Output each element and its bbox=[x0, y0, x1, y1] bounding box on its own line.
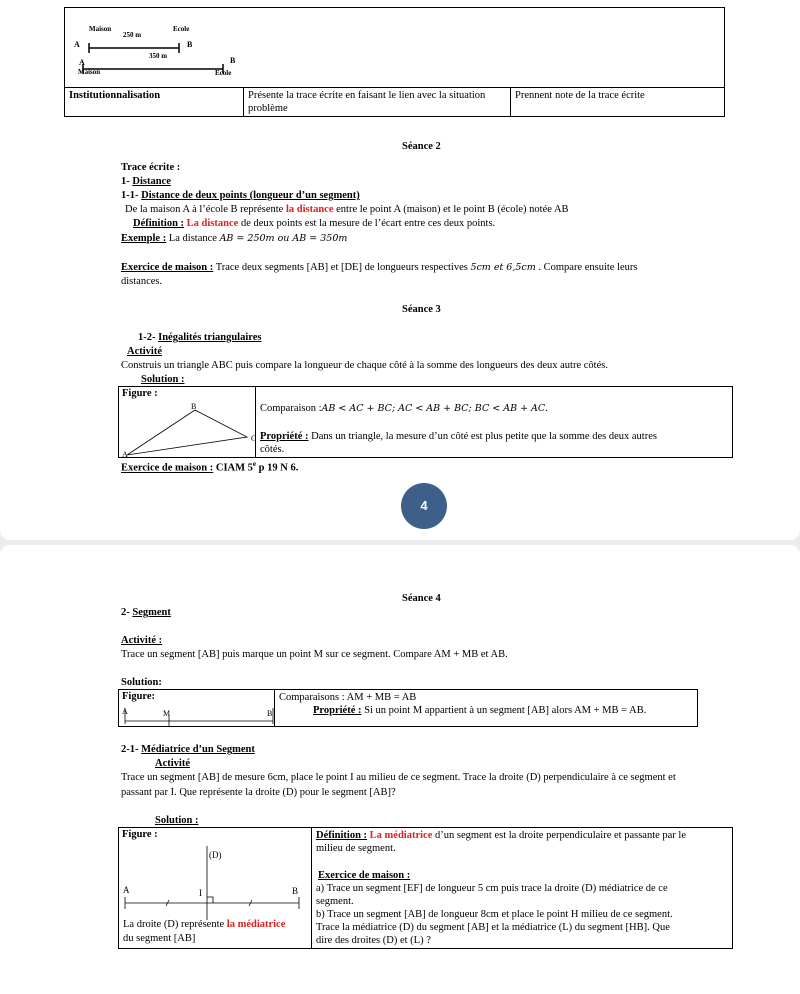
homework-heading-5: Exercice de maison : bbox=[318, 870, 411, 881]
label-maison-2: Maison bbox=[78, 68, 101, 76]
solution-heading-4: Solution: bbox=[121, 677, 162, 688]
activite-text-3: Construis un triangle ABC puis compare la longueur de chaque côté à la somme des longueurs des deux autre côtés. bbox=[121, 360, 608, 371]
label-a-1: A bbox=[74, 40, 80, 49]
activite-text-5-cont: passant par I. Que représente la droite (D) pour le segment [AB]? bbox=[121, 787, 396, 798]
segment-table bbox=[118, 689, 698, 727]
mediatrice-point-a: A bbox=[123, 885, 130, 895]
segment-comparaison: Comparaisons : AM + MB = AB bbox=[279, 692, 417, 703]
triangle-figure-cell bbox=[119, 387, 256, 458]
homework-seance-2: Exercice de maison : Trace deux segments [AB] et [DE] de longueurs respectives 5cm et 6,5cm . Compare ensuite leurs bbox=[121, 262, 638, 273]
segment-point-b: B bbox=[267, 709, 273, 718]
figure-label-3: Figure : bbox=[122, 388, 158, 399]
mediatrice-point-i: I bbox=[199, 888, 202, 898]
trace-ecrite-heading: Trace écrite : bbox=[121, 162, 181, 173]
lesson-table bbox=[64, 7, 725, 117]
diagram-cell bbox=[65, 8, 725, 88]
label-250m: 250 m bbox=[123, 31, 142, 39]
seance-3-title: Séance 3 bbox=[402, 304, 441, 315]
mediatrice-caption-cont: du segment [AB] bbox=[123, 933, 196, 944]
mediatrice-text-cell bbox=[312, 828, 733, 949]
triangle-point-c: C bbox=[251, 434, 257, 443]
comparaison-line: Comparaison :AB < AC + BC; AC < AB + BC; BC < AB + AC. bbox=[260, 403, 548, 414]
label-ecole-2: Ecole bbox=[215, 69, 232, 77]
mediatrice-figure-cell bbox=[119, 828, 312, 949]
label-ecole-1: Ecole bbox=[173, 25, 190, 33]
mediatrice-caption: La droite (D) représente la médiatrice bbox=[123, 919, 286, 930]
heading-segment: 2- Segment bbox=[121, 607, 171, 618]
homework-seance-2-cont: distances. bbox=[121, 276, 163, 287]
homework-b: b) Trace un segment [AB] de longueur 8cm et place le point H milieu de ce segment. bbox=[316, 909, 673, 920]
solution-heading-5: Solution : bbox=[155, 815, 199, 826]
label-b-2: B bbox=[230, 56, 236, 65]
distance-example: Exemple : La distance AB = 250m ou AB = 350m bbox=[121, 233, 348, 244]
figure-label-5: Figure : bbox=[122, 829, 158, 840]
seance-4-title: Séance 4 bbox=[402, 593, 441, 604]
activite-heading-4: Activité : bbox=[121, 635, 163, 646]
student-cell: Prennent note de la trace écrite bbox=[511, 88, 725, 117]
mediatrice-label-d: (D) bbox=[209, 850, 222, 860]
label-350m: 350 m bbox=[149, 52, 168, 60]
triangle-point-a: A bbox=[122, 450, 128, 459]
label-a-2: A bbox=[79, 58, 85, 67]
triangle-table bbox=[118, 386, 733, 458]
heading-distance-two-points: 1-1- Distance de deux points (longueur d’un segment) bbox=[121, 190, 360, 201]
mediatrice-definition: Définition : La médiatrice d’un segment est la droite perpendiculaire et passante par le bbox=[316, 830, 687, 841]
propriete-segment: Propriété : Si un point M appartient à un segment [AB] alors AM + MB = AB. bbox=[313, 705, 647, 716]
segment-figure bbox=[119, 690, 279, 730]
label-b-1: B bbox=[187, 40, 193, 49]
distance-paragraph: De la maison A à l’école B représente la distance entre le point A (maison) et le point B (école) notée AB bbox=[125, 204, 569, 215]
mediatrice-definition-cont: milieu de segment. bbox=[316, 843, 396, 854]
segment-figure-cell bbox=[119, 690, 275, 727]
phase-cell: Institutionnalisation bbox=[65, 88, 244, 117]
activite-heading-3: Activité bbox=[127, 346, 162, 357]
propriete-triangle-cont: côtés. bbox=[260, 444, 285, 455]
activite-heading-5: Activité bbox=[155, 758, 190, 769]
figure-label-4: Figure: bbox=[122, 691, 156, 702]
mediatrice-table bbox=[118, 827, 733, 949]
triangle-point-b: B bbox=[191, 402, 197, 411]
homework-b-cont: Trace la médiatrice (D) du segment [AB] et la médiatrice (L) du segment [HB]. Que bbox=[316, 922, 670, 933]
homework-seance-3: Exercice de maison : CIAM 5e p 19 N 6. bbox=[121, 460, 299, 474]
activite-text-5: Trace un segment [AB] de mesure 6cm, place le point I au milieu de ce segment. Trace la droite (D) perpendiculaire à ce segment et bbox=[121, 772, 676, 783]
seance-2-title: Séance 2 bbox=[402, 141, 441, 152]
triangle-text-cell bbox=[256, 387, 733, 458]
page-number-badge: 4 bbox=[401, 483, 447, 529]
heading-distance: 1- Distance bbox=[121, 176, 171, 187]
homework-b-cont-2: dire des droites (D) et (L) ? bbox=[316, 935, 431, 946]
segment-point-a: A bbox=[122, 707, 128, 716]
teacher-cell: Présente la trace écrite en faisant le lien avec la situation problème bbox=[244, 88, 511, 117]
segment-point-m: M bbox=[163, 709, 171, 718]
heading-inegalites: 1-2- Inégalités triangulaires bbox=[138, 332, 262, 343]
page-bottom bbox=[0, 545, 800, 994]
segment-text-cell bbox=[275, 690, 698, 727]
homework-a: a) Trace un segment [EF] de longueur 5 cm puis trace la droite (D) médiatrice de ce bbox=[316, 883, 668, 894]
distance-definition: Définition : La distance de deux points est la mesure de l’écart entre ces deux points. bbox=[133, 218, 496, 229]
propriete-triangle: Propriété : Dans un triangle, la mesure d’un côté est plus petite que la somme des deux autres bbox=[260, 431, 657, 442]
triangle-figure bbox=[119, 387, 264, 459]
homework-a-cont: segment. bbox=[316, 896, 354, 907]
solution-heading-3: Solution : bbox=[141, 374, 185, 385]
mediatrice-point-b: B bbox=[292, 886, 299, 896]
label-maison-1: Maison bbox=[89, 25, 112, 33]
activite-text-4: Trace un segment [AB] puis marque un point M sur ce segment. Compare AM + MB et AB. bbox=[121, 649, 508, 660]
heading-mediatrice: 2-1- Médiatrice d’un Segment bbox=[121, 744, 255, 755]
